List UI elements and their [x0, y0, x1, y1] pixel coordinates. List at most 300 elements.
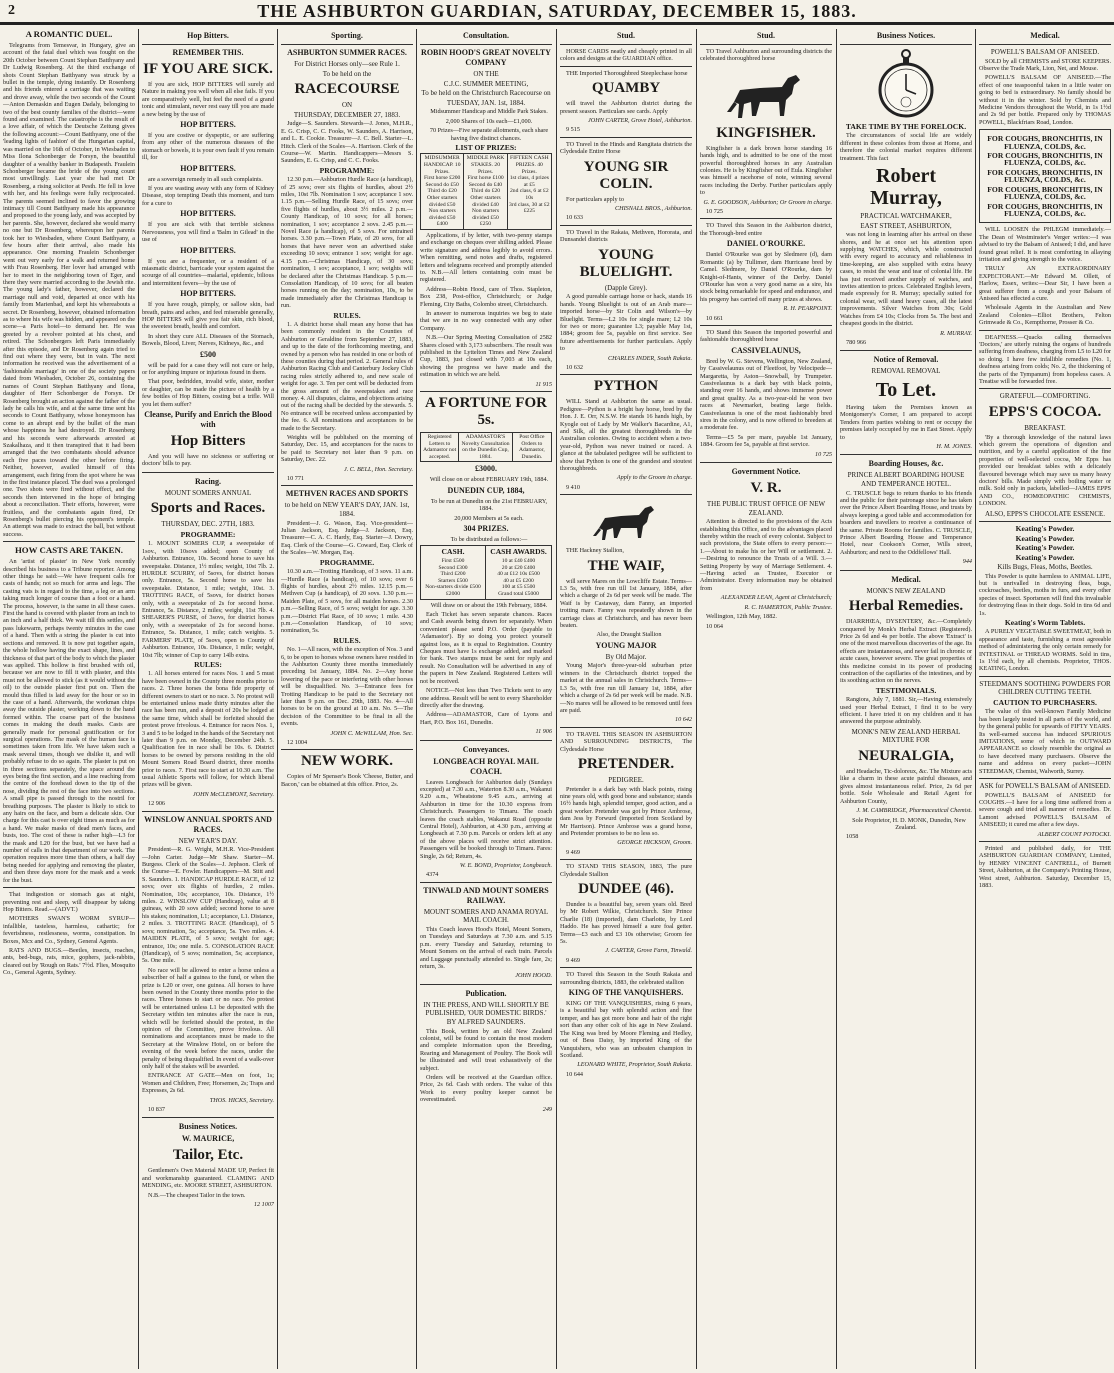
- divider: [979, 44, 1111, 45]
- ad-title: Cleanse, Purify and Enrich the Blood with: [144, 410, 272, 429]
- ad-subtitle: To be held on the: [322, 69, 372, 78]
- section-heading: Hop Bitters.: [187, 31, 229, 40]
- rules-body: No race will be allowed to enter a horse unless a subscriber of half a guinea to the fund, or when the prize is L20 or over, one guinea. All horses to have been owned in the County three months prior to the races. Three horses to start or no race. No protest will be entertained unless L1 be deposited with the Secretary within ten minutes after the race is run, which will be forfeited should the protest, in the opinion of the Committee, prove frivolous. All nominations and acceptances must be made to the Secretary at the Winslow Hotel, on or before the evening of the week before the races, under the penalty of being disqualified. In event of a walk-over only half of the stakes will be awarded.: [142, 966, 274, 1070]
- ad-body: N.B.—The cheapest Tailor in the town.: [148, 1191, 246, 1199]
- ad-body: 20,000 Members at 5s each.: [454, 514, 524, 522]
- ad-body: TO Travel in the Rakaia, Methven, Hororata, and Dunsandel districts: [560, 228, 692, 244]
- ad-subtitle: PRACTICAL WATCHMAKER,: [860, 212, 952, 221]
- ad-title: Keating's Powder.: [1015, 552, 1075, 562]
- divider: [700, 218, 832, 219]
- horse-name: CASSIVELAUNUS,: [731, 345, 801, 355]
- ad-subtitle: (Dapple Grey).: [604, 283, 648, 292]
- ad-number: 10 837: [148, 1106, 166, 1114]
- ad-title: Robert Murray,: [870, 165, 942, 210]
- ad-body: A good pureable carriage horse or hack, stands 16 hands. Young Bluelight is out of an Arab mare—imported horse—by Sir Colin and Wilson's—by Bluelight. Terms—L2 10s for single mare; L2 10s for two or more; guarantee L3; payable May 1st, 1884; groom fee 5s, payable on first service. See future advertisements for further particulars. Apply to: [560, 293, 692, 353]
- horse-name: KINGFISHER.: [716, 124, 816, 141]
- ad-title: REMOVAL REMOVAL: [871, 367, 941, 376]
- section-heading: Consultation.: [462, 31, 509, 40]
- section-heading: Stud.: [616, 31, 635, 40]
- ad-number: 10 632: [566, 363, 584, 371]
- section-heading: Sporting.: [331, 31, 363, 40]
- ad-title: TAKE TIME BY THE FORELOCK.: [845, 122, 967, 131]
- event-date: to be held on NEW YEAR'S DAY, JAN. 1st, 1884.: [284, 501, 410, 519]
- masthead: [0, 0, 1114, 24]
- product-name: HOP BITTERS.: [180, 245, 236, 255]
- testimonials-heading: TESTIMONIALS.: [875, 685, 937, 695]
- ad-body: If you are sick, HOP BITTERS will surely aid Nature in making you well when all else fails. If you are comparatively well, but feel the need of a grand tonic and stimulant, never rest easy till you are made a new being by the use of: [142, 81, 274, 118]
- ad-body: Address—ADAMASTOR, Care of Lyons and Hart, P.O. Box 161, Dunedin.: [420, 711, 552, 726]
- ad-number: 1058: [846, 833, 859, 841]
- divider: [420, 44, 552, 45]
- ad-body: If you are a frequenter, or a resident of a miasmatic district, barricade your system against the scourge of all countries—malarial, epidemic, bilious and intermittent fevers—by the use of: [142, 257, 274, 287]
- column-4: [420, 29, 552, 1369]
- prize-table: [420, 153, 552, 230]
- divider: [420, 740, 552, 741]
- ad-number: 12 1007: [253, 1201, 274, 1209]
- ad-title: STEEDMAN'S SOOTHING POWDERS FOR CHILDREN CUTTING TEETH.: [979, 679, 1111, 697]
- ad-title: PRINCE ALBERT BOARDING HOUSE AND TEMPERANCE HOTEL.: [847, 471, 965, 488]
- ad-title: GRATEFUL—COMFORTING.: [999, 392, 1091, 401]
- ad-location: Wellington, 12th May, 1882.: [706, 613, 777, 621]
- divider: [3, 541, 135, 542]
- ad-title: ASHBURTON SUMMER RACES.: [287, 48, 407, 57]
- divider: [420, 882, 552, 883]
- ad-title: ROBIN HOOD'S GREAT NOVELTY COMPANY: [421, 48, 551, 67]
- column-divider: [416, 29, 417, 1369]
- section-heading: Publication.: [465, 988, 507, 998]
- signature: R. C. HAMERTON, Public Trustee.: [744, 603, 832, 611]
- ad-body: Dundee is a beautiful bay, seven years old. Bred by Mr Robert Wilkie, Christchurch. Sire Prince Charlie (18) (imported), dam Charlotte, by Lord Haddo. He has proved himself a sure foal getter. Terms—£3 each and £3 10s otherwise; Groom fee 5s.: [560, 901, 692, 946]
- ad-body: N.B.—Our Spring Meeting Consultation of 2582 Shares closed with 3,173 subscribers. The result was published in the Lyttelton Times and New Zealand Cup, 1883, just closed with 7,003 at 10s each, showing the progress we have made and the estimation in which we are held.: [420, 334, 552, 379]
- ad-body: and Headache, Tic-doloreux, &c. The Mixture acts like a charm in these acute painful diseases, and gives almost instantaneous relief. Price, 2s 6d per bottle. Sole Wholesale and Retail Agent for Ashburton County,: [840, 768, 972, 805]
- horse-name: YOUNG SIR COLIN.: [583, 158, 669, 192]
- prize-amount: £3000.: [475, 464, 497, 474]
- horse-name: QUAMBY: [591, 80, 661, 97]
- programme-body: 10.30 a.m.—Trotting Handicap, of 3 sovs. 11 a.m.—Hurdle Race (a handicap), of 10 sovs; over 6 flights of hurdles, about 2½ miles. 12.15 p.m.—Methven Cup (a handicap), of 20 sovs. 1.30 p.m.—Maiden Plate, of 5 sovs, for all maiden horses. 2.30 p.m.—Selling Race, of 5 sovs; weight for age. 3.30 p.m.—District Flat Race, of 10 sovs; 1 mile. 4.30 p.m.—Consolation Handicap, of 10 sovs; nomination, 5s.: [281, 568, 413, 635]
- column-divider: [556, 29, 557, 1369]
- ad-number: 9 469: [566, 956, 580, 964]
- ad-number: 10 633: [566, 214, 584, 222]
- ad-body: If you have rough, pimply, or sallow skin, bad breath, pains and aches, and feel miserable generally, HOP BITTERS will give you fair skin, rich blood, the sweetest breath, health and comfort.: [142, 301, 274, 331]
- ad-body: SOLD by all CHEMISTS and STORE KEEPERS. Observe the Trade Mark, Lion, Net, and Mouse.: [979, 57, 1111, 72]
- prize-table: [420, 545, 552, 599]
- ad-body: Gentlemen's Own Material MADE UP, Perfect fit and workmanship guaranteed. CLAMING AND MENDING, etc. MOORE STREET, ASHBURTON.: [142, 1167, 274, 1190]
- ad-number: 11 915: [535, 380, 552, 388]
- signature: LEONARD WHITE, Proprietor, South Rakaia.: [577, 1061, 692, 1069]
- column-2: [142, 29, 274, 1369]
- signature: R. H. PEARPOINT.: [783, 305, 832, 313]
- ad-number: 12 906: [148, 800, 166, 808]
- signature: J. M. CAMBRIDGE, Pharmaceutical Chemist.: [856, 807, 972, 815]
- section-heading: Medical.: [891, 574, 921, 584]
- ad-number: 944: [962, 558, 972, 566]
- divider: [560, 727, 692, 728]
- event-date: THURSDAY, DECEMBER 27, 1883.: [293, 110, 401, 119]
- event-date: TUESDAY, JAN. 1st, 1884.: [446, 98, 526, 107]
- officers-list: Judge—S. Saunders. Stewards—J. Jones, M.H.R., E. G. Crisp, C. C. Fooks, W. Saunders, A. Harrison, and L. E. Cookie. Treasurer—J. C. Bell. Starter—L. Hitch. Clerk of the Scales—A. Harrison. Clerk of the Course—W. Martin. Handicappers—Messrs S. Saunders, E. G. Crisp, and C. C. Fooks.: [281, 120, 413, 165]
- ad-body: Terms—£5 5s per mare, payable 1st January, 1884. Groom fee 5s, payable at first service.: [700, 433, 832, 449]
- rules-body: No. 1—All races, with the exception of Nos. 3 and 6, to be open to horses whose owners have resided in the Ashburton County three months immediately preceding 1st January, 1884. No. 2—Any horse lowering of the pace or interfering with other horses will be disqualified. No. 3—Entrance fees for Trotting Handicap to be paid to the Secretary not later than 9 p.m. on Dec. 29th, 1883. No. 4—All horses to be on the ground at 10 a.m. No. 5—The decision of the Committee to be final in all the events.: [281, 646, 413, 728]
- horse-illustration-icon: [724, 66, 808, 122]
- ad-title: NEURALGIA,: [858, 748, 954, 765]
- section-heading: Conveyances.: [462, 744, 510, 754]
- ad-title: THE PUBLIC TRUST OFFICE OF NEW ZEALAND.: [706, 500, 826, 517]
- ad-body: Sole Proprietor, H. D. MONK, Dunedin, New Zealand.: [852, 816, 966, 831]
- ad-body: This Book, written by an old New Zealand colonist, will be found to contain the most modern and complete information upon the Breeding, Rearing and Management of Poultry. The Book will be illustrated and will treat exhaustively of the subject.: [420, 1027, 552, 1072]
- divider: [560, 66, 692, 67]
- ad-title: REMEMBER THIS.: [172, 48, 244, 57]
- ad-body: POWELL'S BALSAM OF ANISEED.—The effect of one teaspoonful taken in a little water on going to bed is extraordinary. No family should be without it in the winter. Sold by Chemists and Medicine Vendors throughout the World, in 1s 1½d and 2s 9d per bottle. Prepared only by THOMAS POWELL, Blackfriars Road, London.: [979, 74, 1111, 126]
- ad-body: TO Travel this Season in the South Rakaia and surrounding districts, 1883, the celebrated stallion: [560, 971, 692, 986]
- prize-column: FIFTEEN CASH PRIZES. 40 Prizes. 1st class, 4 prizes at £5 2nd class, 6 at £2 10s 3rd class, 30 at £2 £225: [509, 155, 550, 215]
- divider: [979, 521, 1111, 522]
- ad-title: To Let.: [875, 378, 937, 401]
- ad-body: DEAFNESS.—Quacks calling themselves 'Doctors,' are utterly ruining the organs of hundreds suffering from deafness, charging from L5 to L20 for so doing. I have few infallible remedies (No. 1, deafness arising from colds; No. 2, the thickening of the parts of the Tympanum) from hopeless cases. A Treatise will be forwarded free.: [979, 333, 1111, 386]
- rules-heading: RULES:: [194, 659, 222, 669]
- signature: ALEXANDER LEAN, Agent at Christchurch;: [720, 594, 832, 602]
- divider: [420, 984, 552, 985]
- ad-title: RACECOURSE: [294, 81, 400, 98]
- article-heading: A ROMANTIC DUEL.: [25, 29, 113, 39]
- ad-body: Bred by W. G. Stevens, Wellington, New Zealand, by Cassivelaunus out of Fleetfoot, by Velocipede—Margaretta, by Aston—Snowball, by Trumpeter. Cassivelaunus is a dark bay with black points, standing over 16 hands, and shows immense power and great quality. As a two-year-old he won two races at Newmarket, beating large fields. Cassivelaunus is one of the most fashionably bred sires in the colony, and is now offered to breeders at a moderate fee.: [700, 357, 832, 432]
- ad-subtitle: MOUNT SOMERS AND ANAMA ROYAL MAIL COACH.: [423, 907, 549, 925]
- ad-title: ASK for POWELL'S BALSAM of ANISEED.: [979, 782, 1111, 791]
- ad-title: IN THE PRESS, AND WILL SHORTLY BE PUBLISHED, 'OUR DOMESTIC BIRDS.' BY ALFRED SAUNDERS.: [423, 1000, 549, 1027]
- ad-body: Copies of Mr Spenser's Book 'Cheese, Butter, and Bacon,' can be obtained at this office. Price, 2s.: [281, 773, 413, 788]
- advertisement: RATS AND BUGS.—Beetles, insects, roaches, ants, bed-bugs, rats, mice, gophers, jack-rabbits, cleared out by 'Rough on Rats.' 7½d. Flies, Mosquito Co., General Agents, Sydney.: [3, 946, 135, 977]
- ad-body: In answer to numerous inquiries we beg to state that we are in no way connected with any other Company.: [420, 310, 552, 332]
- ad-number: 10 661: [706, 314, 724, 322]
- horse-name: DANIEL O'ROURKE.: [726, 239, 806, 249]
- ad-body: Also, the Draught Stallion: [596, 631, 662, 639]
- advertisement: That indigestion or stomach gas at night, preventing rest and sleep, will disappear by taking Hop Bitters. Read.—(ADVT.): [3, 891, 135, 913]
- ad-body: ENTRANCE AT GATE—Men on foot, 1s; Women and Children, Free; Horsemen, 2s; Traps and Expresses, 2s 6d.: [142, 1072, 274, 1095]
- horse-name: PYTHON: [593, 378, 659, 395]
- ad-body: THE Hackney Stallion,: [566, 547, 624, 555]
- ad-subtitle: EAST STREET, ASHBURTON,: [860, 221, 952, 230]
- ad-body: And you will have no sickness or suffering or doctors' bills to pay.: [142, 453, 274, 468]
- ad-subtitle: CAUTION TO PURCHASERS.: [993, 697, 1097, 707]
- ad-title: Keating's Worm Tablets.: [1004, 617, 1086, 627]
- divider: [979, 676, 1111, 677]
- ad-body: This Coach leaves Hood's Hotel, Mount Somers, on Tuesdays and Saturdays at 7.30 a.m. and 5.15 p.m. every Tuesday and Saturday, returning to Mount Somers on the arrival of each train. Parcels and Luggage punctually attended to. Single fare, 2s; return, 3s.: [420, 926, 552, 971]
- ad-body: 'By a thorough knowledge of the natural laws which govern the operations of digestion and nutrition, and by a careful application of the fine properties of well-selected cocoa, Mr Epps has provided our breakfast tables with a delicately flavoured beverage which may save us many heavy doctors' bills. Made simply with boiling water or milk. Sold only in packets, labelled—JAMES EPPS AND CO., HOMŒOPATHIC CHEMISTS, LONDON.: [979, 433, 1111, 508]
- divider: [420, 391, 552, 392]
- ad-body: Attention is directed to the provisions of the Acts establishing this Office, and to the advantages placed thereby within the reach of every colonist. Subject to such provisions, the State offers to every person:— 1.—About to make his or her Will or settlement. 2.—Desiring to renounce the Trusts of a Will. 3.—Setting Property by way of Marriage Settlement. 4.—Having acted as Trustee, Executor or Administrator. Every information may be obtained from: [700, 518, 832, 592]
- signature: GEORGE HICKSON, Groom.: [617, 839, 692, 847]
- ad-title: POWELL'S BALSAM OF ANISEED.: [990, 48, 1100, 56]
- rules-body: 1. All horses entered for races Nos. 1 and 5 must have been owned in the County three months prior to races. 2. Three horses the bona fide property of different owners to start or no race. 3. No protest will be entertained unless made thirty minutes after the race has been run, and a deposit of 20s be lodged at the same time, which shall be forfeited should the protest prove frivolous. 4. Entrance for races Nos. 1, 3 and 5 to be lodged in the hands of the Secretary not later than 9 p.m. on Monday, December 24th. 5. Qualification fee in race shall be 10s. 6. District horses to be owned by persons residing in the old Mount Somers Road Board district, three months prior to races. 7. First race to start at 10.30 a.m. The usual Athletic Sports will follow, for which liberal prizes will be given.: [142, 670, 274, 789]
- ad-number: 9 410: [566, 483, 580, 491]
- section-heading: Racing.: [195, 476, 221, 486]
- ad-body: TO Stand this Season the imported powerful and fashionable thoroughbred horse: [700, 328, 832, 344]
- colophon: Printed and published daily, for THE ASHBURTON GUARDIAN COMPANY, Limited, by HENRY VINCENT CANTRELL, of Burnett Street, Ashburton, at the Company's Printing House, West street, Ashburton. Saturday, December 15, 1883.: [979, 845, 1111, 890]
- ad-body: This Powder is quite harmless to ANIMAL LIFE, but is unrivalled in destroying fleas, bugs, cockroaches, beetles, moths in furs, and every other species of insect. Sportsmen will find this invaluable for destroying fleas in their dogs. Sold in tins 6d and 1s.: [979, 572, 1111, 617]
- horse-name: YOUNG BLUELIGHT.: [579, 246, 673, 280]
- divider: [281, 749, 413, 750]
- divider: [281, 44, 413, 45]
- masthead-rule: [0, 24, 1114, 25]
- ad-title: NEW WORK.: [301, 753, 393, 770]
- ad-body: THE Imported Thoroughbred Steeplechase horse: [566, 69, 688, 77]
- ad-body: TO Travel this Season in the Ashburton district, the Thorough-bred entire: [700, 222, 832, 237]
- signature: G. E. GOODSON, Ashburton; Or Groom in charge.: [703, 198, 832, 206]
- page-number: 2: [8, 3, 15, 18]
- divider: [142, 1117, 274, 1118]
- ad-body: Applications, if by letter, with two-penny stamps and exchange on cheques over shilling added. Please write signature and address legibly to avoid errors. When remitting, send notes and drafts, registered letters and telegrams received and promptly attended to. N.B.—All letters containing coin must be registered.: [420, 231, 552, 284]
- divider: [3, 887, 135, 888]
- divider: [560, 137, 692, 138]
- ad-title: MONK'S NEW ZEALAND: [866, 586, 946, 595]
- ad-body: C. TRUSCLE begs to return thanks to his friends and the public for their patronage since he has taken over the Prince Albert Boarding House, and trusts by always keeping a good table and accommodation for boarders and travellers to receive a continuance of the same. Private Rooms for families. C. TRUSCLE, Prince Albert Boarding House and Temperance Hotel, near Cookson's Corner, Wills street, Ashburton; and next to the Oddfellows' Hall.: [840, 489, 972, 556]
- section-heading: Notice of Removal.: [873, 355, 939, 365]
- ad-body: Address—Robin Hood, care of Thos. Stapleton, Box 238, Post-office, Christchurch; or Judge Fleming, City Baths, Colombo street, Christchurch.: [420, 285, 552, 308]
- consultation-box: Registered Letters to Adamastor not accepted. ADAMASTOR'S Novelty Consultation on the Dunedin Cup, 1884. Post Office Orders to Adamastor, Dunedin.: [420, 432, 552, 462]
- programme-body: President—R. G. Wright, M.H.R. Vice-President—John Carter. Judge—Mr Shaw. Starter—M. Burgess. Clerk of the Scales—J. Jephson. Clerk of the Course—E. Fowler. Handicappers—M. Stitt and S. Saunders. 1. HANDICAP HURDLE RACE, of 12 sovs; over six flights of hurdles, 2 miles. Nomination, 10s; acceptance, 10s. Distance, 1½ miles. 2. WINSLOW CUP (Handicap), value at 8 guineas, with 20 sovs added; second horse to save his stakes; nomination, L1; acceptance, L1. Distance, 2 miles. 3. TROTTING RACE (Handicap), of 5 sovs; nomination, 5s; acceptance, 5s. Two miles. 4. MAIDEN PLATE, of 5 sovs; weight for age; entrance, 10s; one mile. 5. CONSOLATION RACE (Handicap), of 5 sovs; nomination, 5s; acceptance, 5s. One mile.: [142, 846, 274, 965]
- column-6: [700, 29, 832, 1369]
- divider: [560, 44, 692, 45]
- horse-name: YOUNG MAJOR: [595, 640, 657, 650]
- signature: W. E. BOND, Proprietor, Longbeach.: [459, 862, 552, 869]
- column-divider: [836, 29, 837, 1369]
- signature: J. C. BELL, Hon. Secretary.: [343, 465, 413, 473]
- divider: [560, 494, 692, 495]
- ad-title: METHVEN RACES AND SPORTS: [285, 489, 409, 499]
- prize-column: MIDSUMMER HANDICAP. 10 Prizes. First horse £200 Second do £50 Third do £20 Other starters divided £50 Non starters divided £50 £400: [421, 154, 464, 229]
- ad-body: NOTICE—Not less than Two Tickets sent to any one address. Result will be sent to every Shareholder directly after the drawing.: [420, 687, 552, 709]
- divider: [700, 462, 832, 463]
- divider: [979, 778, 1111, 779]
- ad-body: If you are wasting away with any form of Kidney Disease, stop tempting Death this moment, and turn for a cure to: [142, 185, 274, 207]
- advertisement: MOTHERS SWAN'S WORM SYRUP—infallible, tasteless, harmless, cathartic; for feverishness, restlessness, worms, constipation. In Boxes, Mcx and Co., Sydney, General Agents.: [3, 915, 135, 945]
- ad-body: HORSE CARDS neatly and cheaply printed in all colors and designs at the GUARDIAN office.: [560, 48, 692, 63]
- ad-number: 10 725: [706, 208, 724, 216]
- column-divider: [696, 29, 697, 1369]
- ad-body: DIARRHŒA, DYSENTERY, &c.—Completely conquered by Monk's Herbal Extract (Registered). Price 2s 6d and 4s per bottle. The above 'Extract' is one of the most marvellous discoveries of the age. Its effects are instantaneous, and never fail in chronic or acute cases, however severe. The great properties of this medicine consist in its power of producing contraction of the capillaries of the intestines, and by its soothing action on the nerves.: [840, 618, 972, 685]
- cough-ad-block: FOR COUGHS, BRONCHITIS, IN FLUENZA, COLDS, &c. FOR COUGHS, BRONCHITIS, IN FLUENZA, COLDS, &c. FOR COUGHS, BRONCHITIS, IN FLUENZA, COLDS, &c. FOR COUGHS, BRONCHITIS, IN FLUENZA, COLDS, &c. FOR COUGHS, BRONCHITIS, IN FLUENZA, COLDS, &c.: [979, 129, 1111, 223]
- divider: [979, 388, 1111, 389]
- ad-title: TINWALD AND MOUNT SOMERS RAILWAY.: [423, 885, 549, 905]
- article-body: An 'artist of plaster' in New York recently described his business to a Tribune reporter. Among other things he said:—We have frequent calls for casts of hands; not so much for arms and legs. The casting vats is in regard to the time, a leg or an arm taking much longer of course than a foot or a hand. The process, however, is the same in all these cases. First the hand is covered with plaster from an inch to an inch and a half thick. We wait till this settles, and pass lukewarm, perhaps twenty minutes in the case of a hand. Then with a string the plaster is cut into sections and removed. It is now put together again, the whole hollow having the exact shape, lines, and thickness of that part of the body to which the plaster was applied. This hollow is first brushed with oil, because we are now to fill it with plaster, and this must not be allowed to stick (as it would without the oil) to the outside plaster first put on. Then the mould thus filled is laid away for the hour or so in the case of a hand. Afterwards, the workman chips away the outside plaster, working down to the hand formed within. The coarse part of the business comes in making the death masks. Casts are generally made for personal gratification or for surgical operations. The mask of the human face is sometimes taken from life. We have taken such a mask several times, though we dislike it, and will probably refuse to do so again. The plaster is put on in three sections separately, the space around the eyes being the first section, and a line reaching from the centre of the forehead down to the tip of the nose, dividing the rest of the face into two sections. A small pipe is passed through to the nostril for breathing purposes. The plaster is likely to stick to any hairs on the face, and burn a delicate skin. Our charge for this cast is over eight times as much as for a hand. We make masks of dead men's faces, and busts, too. The cost of these is rather high—L3 for the mask and L20 for the bust, but we have had a number of calls in that department of our work. The operation requires more time than others, a half day being needed for applying and removing the plaster, and then three days more for the mask and a week for the bust.: [3, 558, 135, 884]
- ad-body: If you are sick with that terrible sickness Nervousness, you will find a 'Balm in Gilead' in the use of: [142, 221, 274, 244]
- divider: [840, 570, 972, 571]
- ad-body: Leaves Longbeach for Ashburton daily (Sundays excepted) at 7.30 a.m., Waterton 8.30 a.m., Wakanui 9.20 a.m., Wheatstone 9.45 a.m., arriving at Ashburton in time for the 10.30 express from Christchurch. Passengers to Timaru. The coach leaves the coach stables, Wakanui Road (opposite Central Hotel), Ashburton, at 4.30 p.m., arriving at Longbeach at 7.30 p.m. Parcels or orders left at any of the above places will receive strict attention. Passengers will be booked through to Timaru. Fares: Single, 2s 6d; Return, 4s.: [420, 778, 552, 860]
- ad-number: 12 1004: [287, 739, 308, 747]
- newspaper-title: THE ASHBURTON GUARDIAN, SATURDAY, DECEMBER 15, 1883.: [257, 1, 857, 21]
- signature: JOHN McCLEMONT, Secretary.: [192, 790, 274, 798]
- prize-column: CASH AWARDS. 10 at £40 £400 20 at £20 £400 40 at £12 10s £500 40 at £5 £200 100 at £5 £500 Grand total £5000: [490, 547, 547, 598]
- ad-body: Young Major's three-year-old suburban prize winners in the Christchurch district topped the market at the annual sales in Christchurch. Terms—L3 5s, with free run till January 1st, 1884, after which a charge of 2s 6d per week will be made. N.B.—No mares will be allowed to be removed until fees are paid.: [560, 662, 692, 714]
- section-heading: Business Notices.: [178, 1122, 238, 1132]
- column-3: [281, 29, 413, 1369]
- rules-heading: RULES.: [333, 635, 361, 645]
- ad-body: Orders will be received at the Guardian office. Price, 2s 6d. Cash with orders. The value of this Work to every poultry keeper cannot be overestimated.: [420, 1074, 552, 1104]
- divider: [979, 841, 1111, 842]
- ad-subtitle: C.J.C. SUMMER MEETING,: [443, 79, 529, 88]
- divider: [142, 472, 274, 473]
- article-heading: HOW CASTS ARE TAKEN.: [14, 545, 124, 556]
- ad-title: Sports and Races.: [150, 500, 266, 517]
- ad-title: LONGBEACH ROYAL MAIL COACH.: [433, 756, 539, 776]
- ad-subtitle: ON THE: [473, 70, 499, 78]
- ad-subtitle: ALSO, EPPS'S CHOCOLATE ESSENCE.: [984, 509, 1106, 518]
- ad-body: That poor, bedridden, invalid wife, sister, mother or daughter, can be made the picture of health by a few bottles of Hop Bitters, costing but a trifle. Will you let them suffer?: [142, 378, 274, 408]
- ad-body: POWELL'S BALSAM of ANISEED for COUGHS.—I have for a long time suffered from a severe cough and tried all manner of remedies. Dr. Lamont advised POWELL'S BALSAM of ANISEED; it cured me after a few days.: [979, 791, 1111, 829]
- officers-list: President—J. G. Wason, Esq. Vice-president—Julian Jackson, Esq. Judge—J. Jackson, Esq. Treasurer—C. A. C. Hardy, Esq. Starter—J. Dowry, Esq. Clerk of the Course—G. Coward, Esq. Clerk of the Scales—W. Morgan, Esq.: [281, 519, 413, 557]
- section-heading: Government Notice.: [731, 467, 801, 477]
- ad-title: W. MAURICE,: [181, 1134, 235, 1144]
- divider: [560, 225, 692, 226]
- divider: [840, 350, 972, 351]
- product-name: Hop Bitters: [170, 433, 246, 449]
- ad-number: 10 064: [706, 622, 724, 630]
- signature: R. MURRAY.: [940, 329, 972, 337]
- ad-title: DUNEDIN CUP, 1884,: [447, 485, 525, 495]
- divider: [142, 44, 274, 45]
- ad-body: The value of this well-known Family Medicine has been largely tested in all parts of the world, and by the general public for upwards of FIFTY YEARS. Its well-earned success has induced SPURIOUS IMITATIONS, some of which in OUTWARD APPEARANCE so closely resemble the original as to have deceived many purchasers. Observe the name and address on every packet—JOHN STEEDMAN, Chemist, Walworth, Surrey.: [979, 708, 1111, 775]
- section-heading: Stud.: [756, 31, 775, 40]
- product-name: HOP BITTERS.: [180, 209, 236, 219]
- prize-column: MIDDLE PARK STAKES. 20 Prizes. First horse £100 Second do £40 Third do £20 Other starters divided £40 Non starters divided £50 £250: [464, 154, 507, 229]
- ad-title: MONK'S NEW ZEALAND HERBAL MIXTURE FOR: [851, 727, 961, 745]
- rules-heading: RULES.: [333, 310, 361, 320]
- ad-subtitle: For District Horses only—see Rule 1.: [294, 60, 400, 68]
- signature: JOHN HOOD.: [515, 972, 552, 980]
- ad-body: will be paid for a case they will not cure or help, or for anything impure or injurious found in them.: [142, 361, 274, 376]
- ad-body: If you are costive or dyspeptic, or are suffering from any other of the numerous diseases of the stomach or bowels, it is your own fault if you remain ill, for: [142, 132, 274, 162]
- programme-heading: PROGRAMME:: [180, 530, 236, 539]
- ad-body: TO TRAVEL THIS SEASON IN ASHBURTON AND SURROUNDING DISTRICTS, The Clydesdale Horse: [560, 730, 692, 753]
- ad-body: TO Travel in the Hinds and Rangitata districts the Clydesdale Entire Horse: [560, 140, 692, 156]
- ad-body: KING OF THE VANQUISHERS, rising 6 years, is a beautiful bay with splendid action and fine temper, and has got more bone and hair of the right sort than any other colt of his age in New Zealand. The King was bred by Moore Fleming and Hedley, out of Bess Daisy, by imported King of the Vanquishers, who was an unbeaten champion in Scotland.: [560, 1000, 692, 1059]
- ad-subtitle: By Old Major.: [605, 652, 647, 661]
- ad-body: Each Ticket has seven separate chances. Races and Cash awards being drawn for separately. When convenient please send P.O. Order (payable to 'Adamastor'). By so doing you protect yourself against loss, as it is equal to Registration. Country Cheques must have 1s exchange added, and marked for bank. Two stamps must be sent for reply and result. No Consultation will be advertised in any of the papers in New Zealand. Registered Letters will not be received.: [420, 611, 552, 685]
- horse-name: KING OF THE VANQUISHERS.: [568, 988, 684, 998]
- ad-number: 11 906: [535, 728, 552, 736]
- signature: CHISNALL BROS., Ashburton.: [615, 205, 692, 213]
- ad-subtitle: BREAKFAST.: [1024, 424, 1066, 433]
- ad-body: WILL Stand at Ashburton the same as usual. Pedigree—Python is a bright bay horse, bred by the Hon. J. E. Orr, N.S.W. He stands 16 hands high, by Kyogle out of Lady by Mr Walker's Bacardine, A1, and Silk, all the greatest thoroughbreds in the Australian colonies. Owing to accident when a two-year-old, Python was never trained or raced. A glance at the tabulated pedigree will be sufficient to show that Python is one of the grandest and stoutest thoroughbreds.: [560, 398, 692, 472]
- pocket-watch-icon: [878, 48, 934, 120]
- signature: J. CARTER, Grove Farm, Tinwald.: [605, 947, 692, 955]
- horse-name: DUNDEE (46).: [578, 881, 674, 897]
- ad-title: Keating's Powder.: [1015, 543, 1075, 553]
- product-name: HOP BITTERS.: [180, 120, 236, 130]
- event-date: THURSDAY, DEC. 27TH, 1883.: [161, 520, 255, 529]
- column-7: [840, 29, 972, 1369]
- ad-number: 10 642: [674, 716, 692, 724]
- ad-number: 10 644: [566, 1070, 584, 1078]
- ad-body: In short they cure ALL Diseases of the Stomach, Bowels, Blood, Liver, Nerves, Kidneys, &c., and: [142, 332, 274, 348]
- divider: [979, 330, 1111, 331]
- ad-body: TRULY AN EXTRAORDINARY EXPECTORANT.—Mr Edward M. Ollett, of Harlow, Essex, writes:—Dear Sir, I have been a great sufferer from a cough and your Balsam of Aniseed has effected a cure.: [979, 265, 1111, 302]
- ad-title: A FORTUNE FOR 5s.: [425, 395, 547, 429]
- ad-number: 780 966: [846, 338, 867, 346]
- ad-body: The circumstances of social life are widely different in these colonies from those at Home, and therefore the colonial market requires different treatment. This fact: [840, 132, 972, 162]
- ad-number: 10 725: [814, 450, 832, 458]
- ad-number: 249: [542, 1105, 552, 1113]
- programme-heading: PROGRAMME.: [319, 557, 375, 567]
- ad-body: WILL LOOSEN the PHLEGM immediately.—The Dean of Westminster's Verger writes:—I was advised to try the Balsam of Aniseed; I did, and have found great relief. It is most comforting in allaying irritation and giving strength to the voice.: [979, 226, 1111, 263]
- ad-body: Weights will be published on the morning of Saturday, Dec. 15, and acceptances for the races to be paid to Secretary not later than 9 p.m. on Saturday, Dec. 22.: [281, 434, 413, 464]
- column-8: [979, 29, 1111, 1369]
- column-divider: [975, 29, 976, 1369]
- testimonial: Rangiora, July 7, 1881. Sir,—Having extensively used your Herbal Extract, I find it to be very efficient. I have tried it on my children and it has answered the purpose admirably.: [840, 696, 972, 726]
- section-heading: Medical.: [1030, 31, 1060, 40]
- signature: THOS. HICKS, Secretary.: [209, 1096, 274, 1104]
- section-heading: Boarding Houses, &c.: [868, 459, 944, 469]
- product-name: HOP BITTERS.: [180, 289, 236, 299]
- ad-number: 9 469: [566, 848, 580, 856]
- column-5: [560, 29, 692, 1369]
- event-date: NEW YEAR'S DAY.: [178, 836, 238, 845]
- ad-body: Will close on or about FEBRUARY 19th, 1884.: [429, 476, 549, 484]
- rules-body: 1. A district horse shall mean any horse that has been commonly resident in the Counties of Ashburton or Geraldine from September 27, 1883, and up to the date of the forthcoming meeting, and owned by a person who has resided in one or both of these counties during that period. 2. General rules of Ashburton Racing Club and Canterbury Jockey Club racing rules strictly adhered to, and new scale of weight for age. 3. Ten per cent will be deducted from the gross amount of the sweepstakes and race money. 4. All disputes, claims, and objections arising out of the racing shall be decided by the stewards. 5. No entrance will be received unless accompanied by the fee. 6. All nominations and acceptances to be made to the Secretary.: [281, 320, 413, 432]
- divider: [840, 44, 972, 45]
- divider: [560, 859, 692, 860]
- ad-body: 70 Prizes—Five separate allotments, each share having five distinct chances.: [429, 127, 549, 142]
- ad-body: Pretender is a dark bay with black points, rising nine years old, with good bone and substance; stands 16½ hands high, splendid temper, good action, and a great worker. Pretender was got by Prince Ambrose, dam Jess by Forwurd (imported from Scotland by Mr Harrison). Prince Ambrose was a grand horse, and Pretender promises to be no less so.: [560, 785, 692, 837]
- programme-body: 12.30 p.m.—Ashburton Hurdle Race (a handicap), of 25 sovs; over six flights of hurdles, about 2½ miles, 10st 7lb. Nomination 1 sov; acceptance 1 sov. 1.15 p.m.—Selling Hurdle Race, of 15 sovs; over five flights of hurdles, about 3½ miles. 2 p.m.—County Handicap, of 10 sovs; for all horses; nomination, 1 sov; acceptance 2 sovs. 2.45 p.m.—Novel Race (a handicap), of 5 sovs. For untrained horses. 3.30 p.m.—Town Plate, of 20 sovs, for all horses that have never won an advertised stake exceeding 10 sovs; entrance 1 sov; weight for age. 4.15 p.m.—Christmas Handicap, of 30 sovs; nomination, 1 sov; acceptance, 1 sov; weights will be declared after the Christmas Handicap. 5 p.m.—Consolation Handicap, of 10 sovs; for all beaten horses running on the day; nomination, 10s, to be made immediately after the Christmas Handicap is run.: [281, 176, 413, 310]
- ad-body: A PURELY VEGETABLE SWEETMEAT, both in appearance and taste, furnishing a most agreeable method of administering the only certain remedy for INTESTINAL or THREAD WORMS. Sold in tins, 1s 1½d each, by all chemists. Proprietor, THOS. KEATING, London.: [979, 628, 1111, 673]
- divider: [700, 44, 832, 45]
- ad-title: Herbal Remedies.: [848, 598, 964, 615]
- horse-name: PRETENDER.: [577, 755, 675, 772]
- divider: [560, 967, 692, 968]
- product-name: HOP BITTERS.: [180, 163, 236, 173]
- divider: [560, 374, 692, 375]
- prize-column: CASH. First £500 Second £300 Third £200 Starters £500 Non-starters divide £500 £2000: [421, 546, 486, 598]
- royal-cipher: V. R.: [750, 480, 782, 497]
- article-body: Telegrams from Temesvar, in Hungary, give an account of the fatal duel which was fought on the 20th October between Count Stephan Batthyany and Dr Ludwig Rosenberg. At the third exchange of shots Count Stephan Batthyany was struck by a bullet in the temple, dying instantly. Dr Rosenberg and his friends entered a carriage that was waiting and drove away, while the two seconds of the Count—Anton Demaskin and Eugen Dadaly, belonging to two of the best county families of the district—were found and examined. The catastrophe is the result of a love affair, of which the Deutsche Zeitung gives the following account:—Count Batthyany, one of the 'leading lights of fashion' of the Hungarian capital, was married on the 16th of October, in Wiesbaden to Miss Ilona Schonberger de Forsyn, the beautiful daughter of a wealthy banker in Budapesth. Fraulein Schonberger became the bride of the young count most unwillingly. Last year she had met Dr Rosenberg, a rising solicitor at Pesth. He fell in love with her, and his feelings were fully reciprocated. The parents seemed inclined to favor the growing intimacy till Count Batthyany made his appearance and proposed to the young lady, and was accepted by her parents. She, however, declared she would marry no one but Dr Rosenberg, whereupon her parents took her to Wiesbaden, where Count Batthyany, a few hours after their arrival, also made his appearance. One morning Fraulein Schonberger went out very early for a walk and returned home with Frau Rosenberg. Her lover had arranged with her to meet in the neighboring town of Eger, and there they were married according to the Jewish rite. The young lady's father, however, declared the marriage null and void, departed at once with his family from Marienbad, and kept his whereabouts a secret. Dr Rosenberg, however, obtained information as to where his wife was hidden, and appeared on the scene—a Paris hotel—to demand her. He was greeted by a revolver pointed at his chest, and retired. The Schonbergers left Paris immediately after this episode, and Dr Rosenberg again tried to find out where they were, but in vain. The next information he received was the advertisement of a 'fashionable marriage' in one of the society papers dated from Wiesbaden, October 26, containing the names of Count Stephan Batthyany and Ilona, daughter of Herr Schonberger de Forsyn. Dr Rosenberg brought an action against the father of the lady he calls his wife, and at the same time sent his seconds to Count Batthyany, whose honeymoon has come to an abrupt end by the bullet of the man whose happiness he had destroyed. Dr Rosenberg and his seconds were afterwards arrested at Szakalhaza, and it then transpired that it had been arranged that the two combatants should advance each five paces toward the other before firing. Neither, however, availed himself of this arrangement, each firing from the spot where he was in the first instance placed. The duel was a prolonged one. Two shots were fired without effect, and the seconds then intervened in the hope of bringing about a reconciliation. Their efforts, however, were fruitless, and the combatants again fired, Dr Rosenberg's bullet piercing his opponent's temple. An attempt was made to extract the ball, but without success.: [3, 42, 135, 538]
- horse-illustration-icon: [591, 498, 661, 544]
- column-divider: [277, 29, 278, 1369]
- ad-body: are a sovereign remedy in all such complaints.: [148, 175, 263, 183]
- signature: Apply to the Groom in charge.: [616, 474, 692, 482]
- ad-body: 2,000 Shares of 10s each—£1,000.: [445, 117, 533, 125]
- ad-title: WINSLOW ANNUAL SPORTS AND RACES.: [144, 814, 272, 834]
- ad-body: Wholesale Agents in the Australian and New Zealand Colonies—Elliot Brothers, Felton Grimwade & Co., Kempthorne, Prosser & Co.: [979, 304, 1111, 327]
- ad-body: Kingfisher is a dark brown horse standing 16 hands high, and is admitted to be one of the most powerful thoroughbred horses in any Australian colonies. He is by Kingfisher out of Eula. Kingfisher was himself a racehorse of note, winning several races including the Derby. Further particulars apply to: [700, 144, 832, 197]
- ad-title: IF YOU ARE SICK.: [143, 61, 273, 77]
- ad-number: 4374: [426, 871, 439, 879]
- ad-body: Having taken the Premises known as Montgomery's Corner, I am prepared to accept Tenders from parties wishing to rent or occupy the premises lately occupied by me in East Street. Apply to: [840, 403, 972, 441]
- divider: [700, 325, 832, 326]
- programme-body: 1. MOUNT SOMERS CUP, a sweepstake of 1sov., with 10sovs added; open County of Ashburton. Entrance, 10s. Second horse to save his sweepstake. Distance, 1½ miles; weight, 10st 7lb. 2. HURDLE SCURRY, of 5sovs, for district horses only. Entrance, 5s. Second horse to save his sweepstake. Distance, 1 mile; weight, 10st. 3. TROTTING RACE, of 5sovs, for district horses only, with a sweepstake of 2s for second horse. Entrance, 5s. Distance, 2 miles; weight, 11st 7lb. 4. SHEARER'S PURSE, of 3sovs, for district horses only, with a sweepstake of 2s for second horse. Entrance, 5s. Distance, 1 mile; catch weights. 5. FARMERS' PLATE, of 5sovs, open to County of Ashburton. Entrance, 10s. Distance, 1 mile; weight, 10st 7lb; winner of Cup to carry 14lb extra.: [142, 540, 274, 659]
- ad-number: 10 771: [287, 475, 305, 483]
- ad-title: Tailor, Etc.: [172, 1147, 244, 1164]
- ad-title: Keating's Powder.: [1015, 533, 1075, 543]
- signature: H. M. JONES.: [936, 442, 972, 450]
- ad-body: will travel the Ashburton district during the present season. Particulars see cards. Apply: [560, 100, 692, 115]
- signature: JOHN C. McWILLAM, Hon. Sec.: [330, 729, 413, 737]
- signature: ALBERT COUNT POTOCKI.: [1037, 830, 1111, 838]
- ad-title: 304 PRIZES.: [463, 524, 509, 534]
- ad-subtitle: ON: [341, 101, 353, 110]
- programme-heading: PROGRAMME:: [319, 165, 375, 175]
- ad-title: Keating's Powder.: [1015, 524, 1075, 534]
- ad-body: TO Travel Ashburton and surrounding districts the celebrated thoroughbred horse: [700, 48, 832, 63]
- ad-body: For particulars apply to: [566, 195, 624, 203]
- section-heading: Business Notices.: [876, 31, 936, 40]
- ad-number: 9 515: [566, 126, 580, 134]
- horse-name: THE WAIF,: [587, 557, 665, 574]
- divider: [840, 454, 972, 455]
- divider: [142, 811, 274, 812]
- signature: CHARLES INDER, South Rakaia.: [607, 354, 692, 362]
- ad-subtitle: Kills Bugs, Fleas, Moths, Beetles.: [997, 562, 1093, 571]
- signature: JOHN CARTER, Grove Hotel, Ashburton.: [588, 117, 692, 125]
